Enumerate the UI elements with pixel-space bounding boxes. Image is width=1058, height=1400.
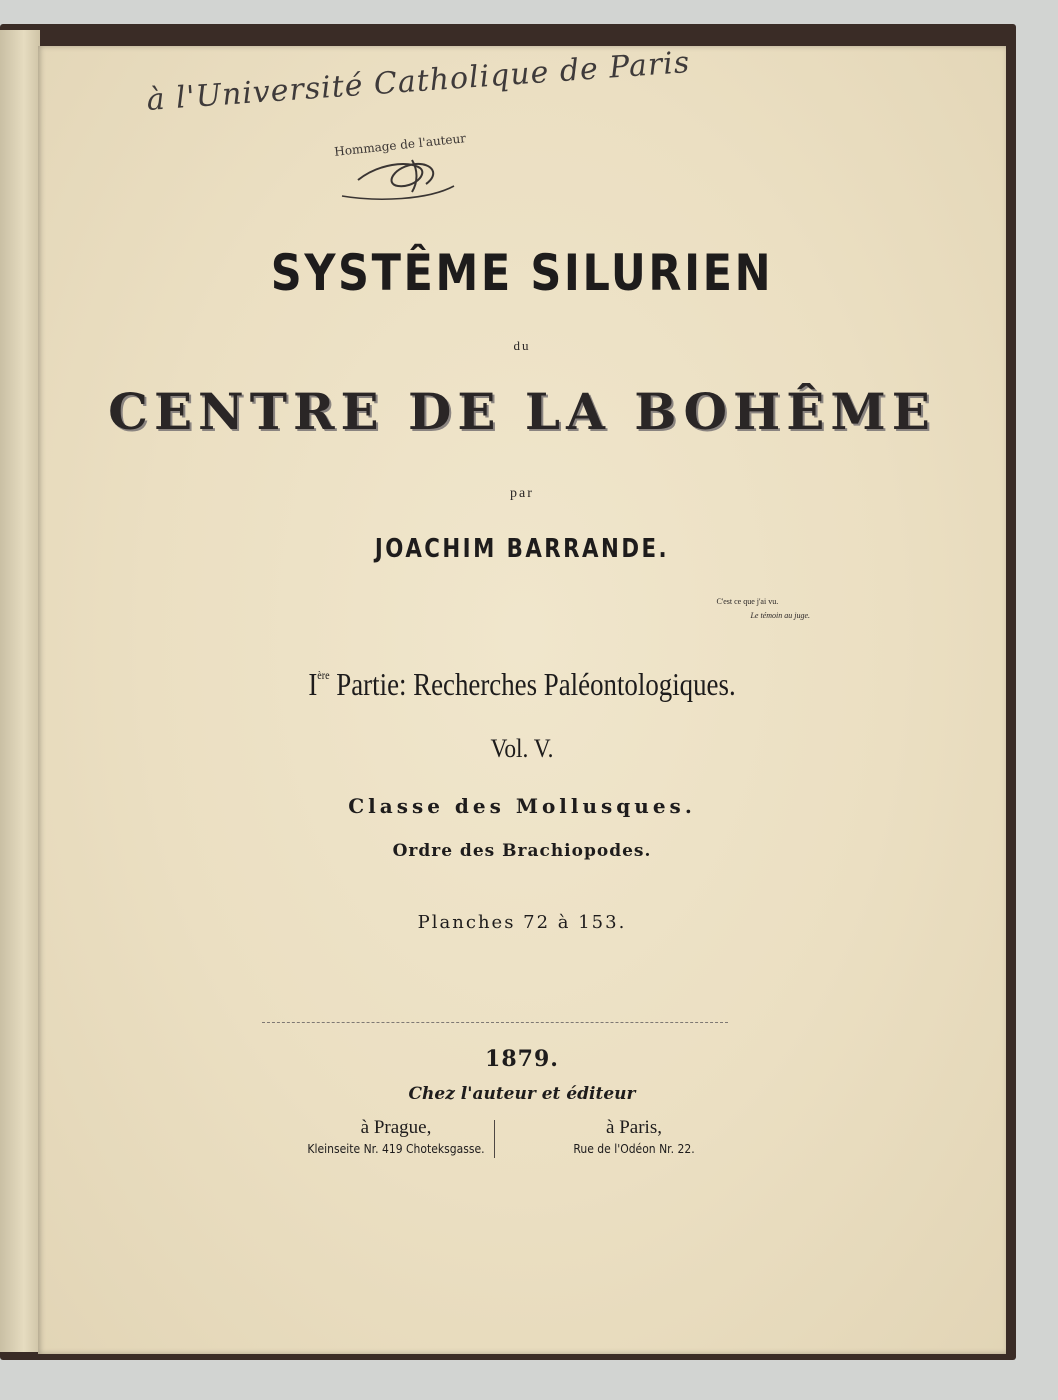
publisher-line: Chez l'auteur et éditeur (408, 1084, 636, 1104)
plates-range: Planches 72 à 153. (417, 912, 627, 933)
connector-du: du (513, 338, 531, 353)
publication-year: 1879. (485, 1046, 559, 1072)
epigraph-line-2: Le témoin au juge. (750, 611, 810, 620)
epigraph-line-1: C'est ce que j'ai vu. (716, 597, 779, 606)
place-paris (534, 1116, 734, 1158)
part-heading (115, 666, 928, 703)
handwritten-inscription: à l'Université Catholique de Paris (145, 45, 692, 118)
place-prague (296, 1116, 496, 1158)
book-subtitle: CENTRE DE LA BOHÊME (108, 382, 936, 441)
book-title: SYSTÊME SILURIEN (270, 244, 774, 302)
connector-par: par (510, 486, 534, 501)
title-page (38, 46, 1006, 1354)
stamp-monogram-icon (328, 130, 488, 210)
facing-page-edge (0, 30, 40, 1352)
classe-heading: Classe des Mollusques. (348, 794, 696, 818)
stamp-text: Hommage de l'auteur (333, 131, 467, 159)
epigraph (716, 595, 810, 623)
author-name: JOACHIM BARRANDE. (374, 534, 670, 564)
column-divider (494, 1120, 495, 1158)
part-text: Partie: Recherches Paléontologiques. (336, 666, 736, 702)
place-address: Rue de l'Odéon Nr. 22. (573, 1142, 695, 1156)
divider-rule (262, 1022, 728, 1023)
place-address: Kleinseite Nr. 419 Choteksgasse. (307, 1142, 485, 1156)
author-stamp (328, 130, 488, 210)
part-superscript: ère (317, 668, 330, 682)
part-numeral: I (308, 666, 318, 702)
ordre-heading: Ordre des Brachiopodes. (392, 841, 652, 861)
place-city: à Paris, (606, 1117, 662, 1138)
volume-number: Vol. V. (490, 734, 554, 763)
place-city: à Prague, (360, 1117, 432, 1138)
